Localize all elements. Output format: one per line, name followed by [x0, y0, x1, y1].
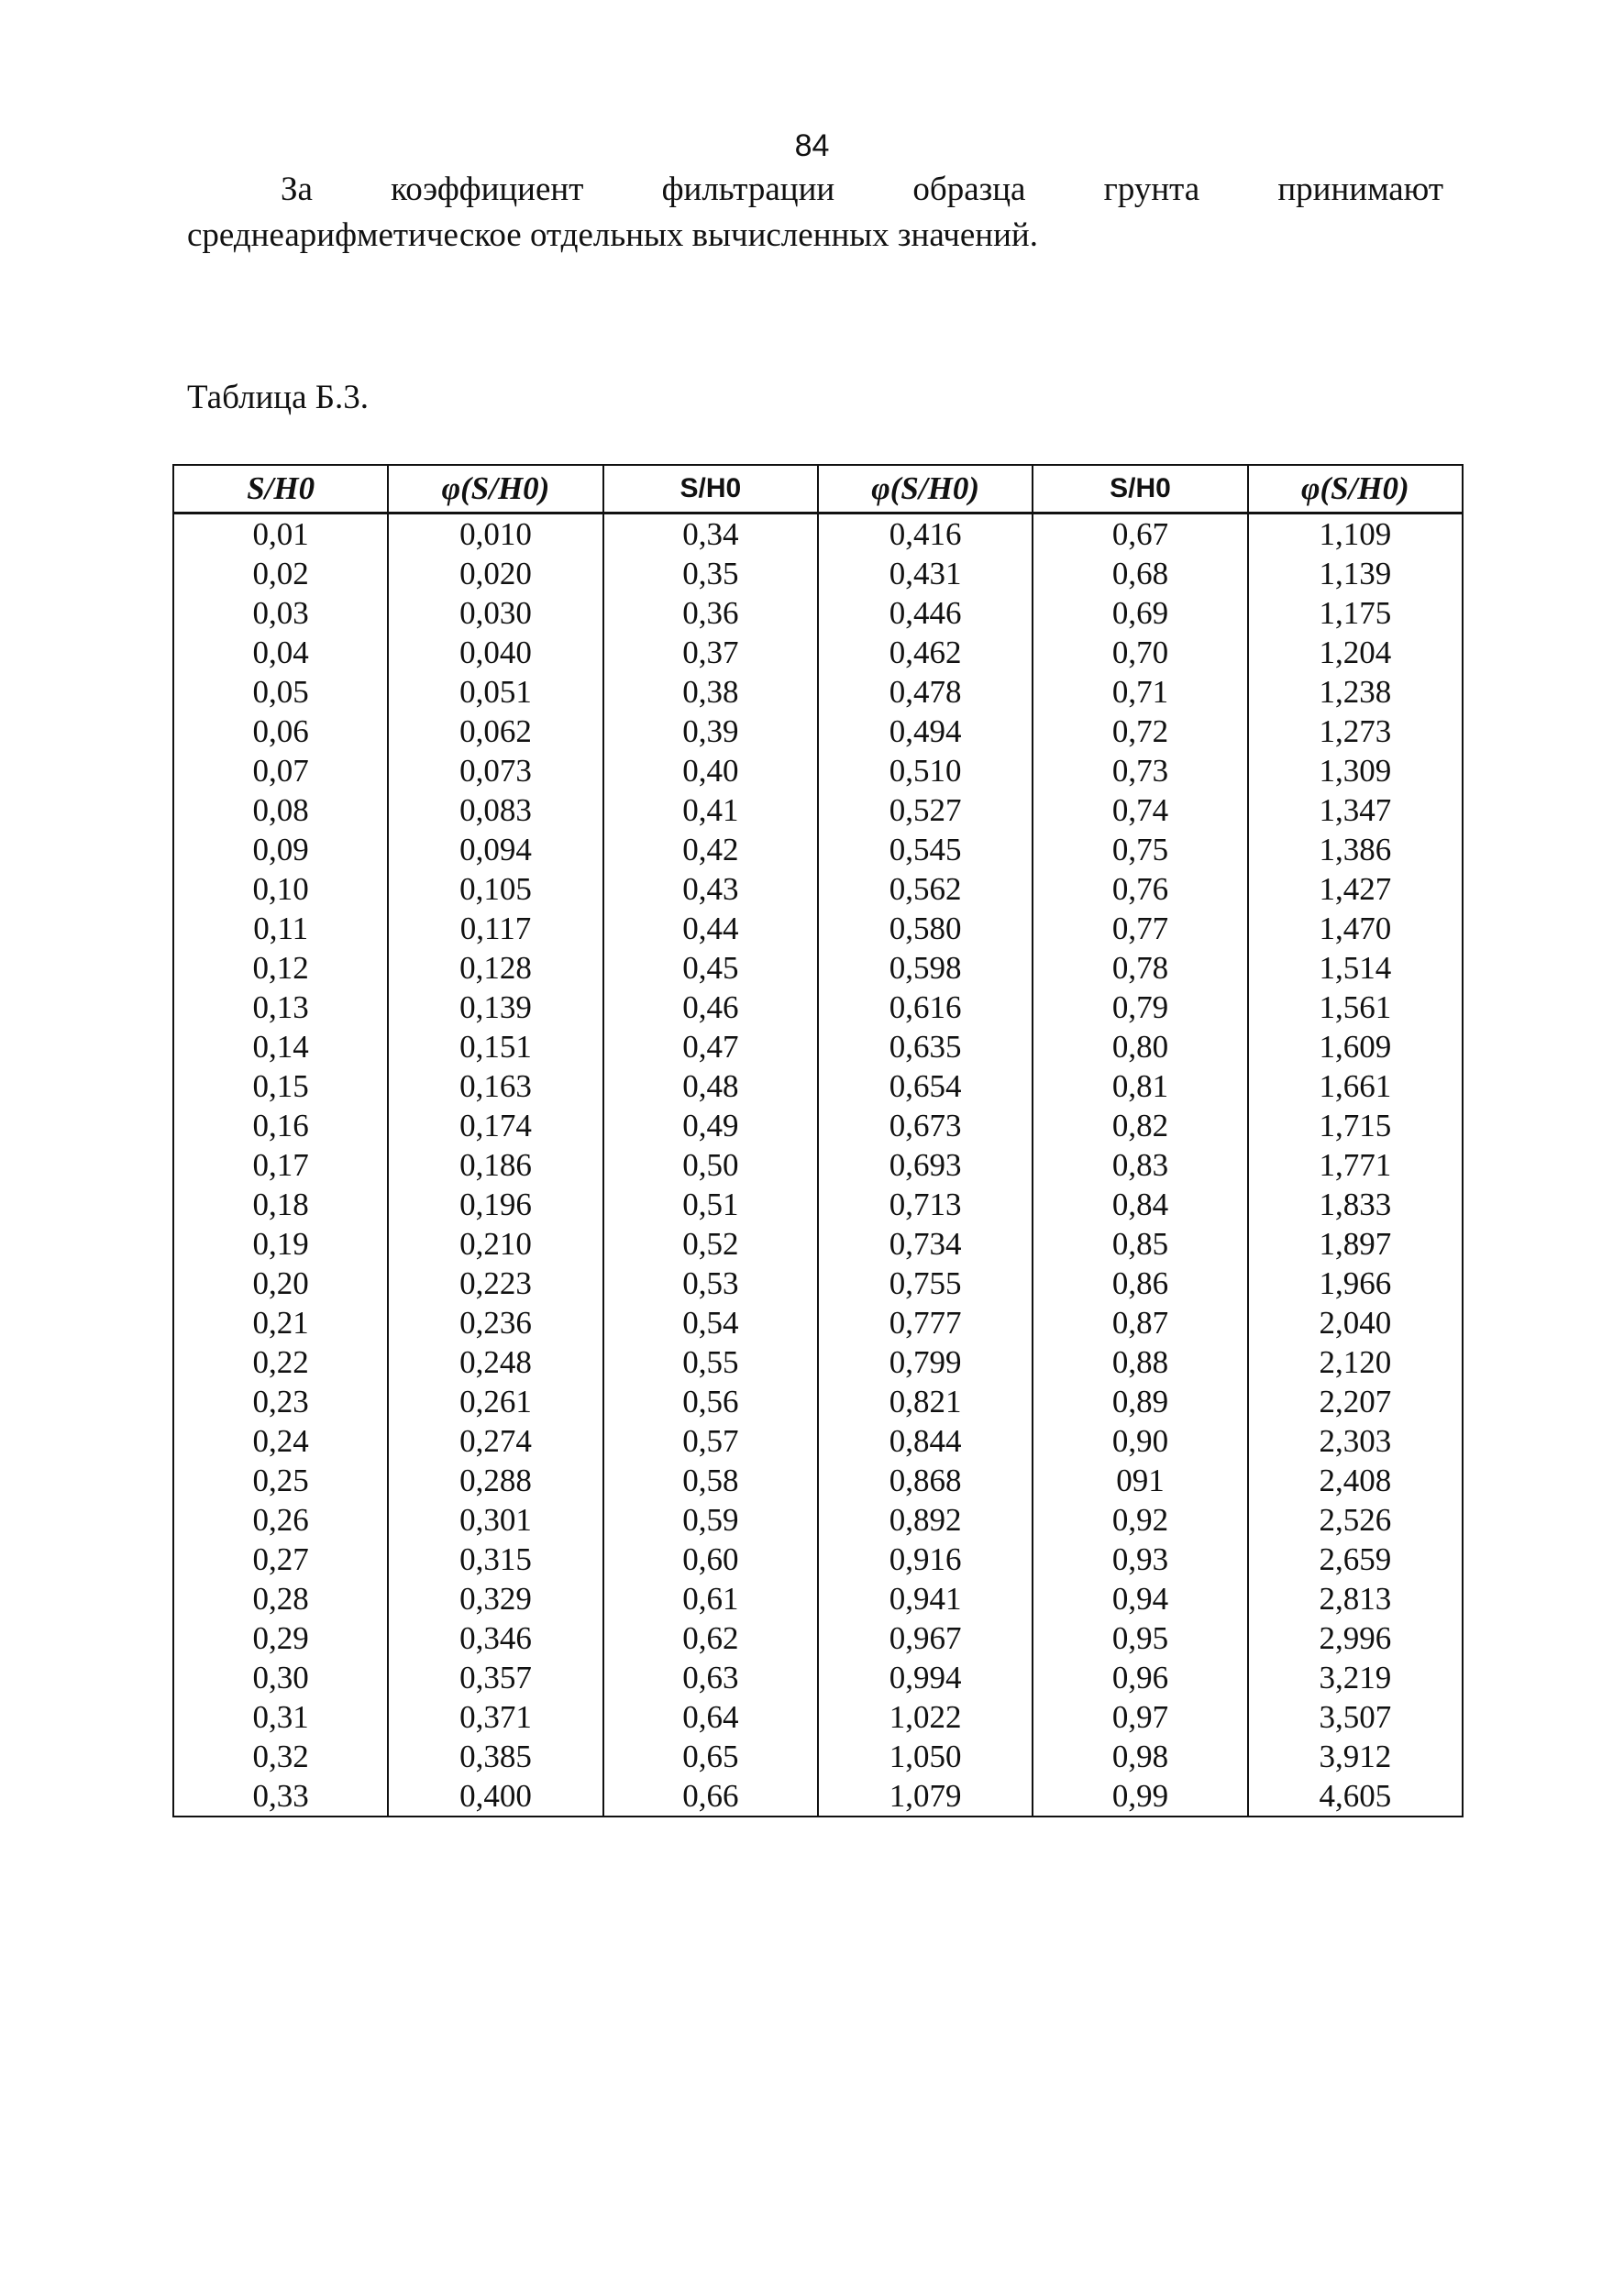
table-cell: 0,50 [603, 1145, 818, 1185]
table-cell: 0,892 [818, 1500, 1033, 1540]
table-cell: 1,561 [1248, 988, 1463, 1027]
table-cell: 3,912 [1248, 1737, 1463, 1776]
table-cell: 0,19 [173, 1224, 388, 1264]
table-cell: 0,30 [173, 1658, 388, 1697]
table-cell: 0,93 [1033, 1540, 1247, 1579]
table-cell: 1,771 [1248, 1145, 1463, 1185]
table-cell: 0,117 [388, 909, 602, 948]
table-cell: 0,186 [388, 1145, 602, 1185]
data-table [172, 464, 1464, 1817]
table-cell: 0,07 [173, 751, 388, 790]
table-cell: 0,431 [818, 554, 1033, 593]
table-row [173, 554, 1463, 593]
table-cell: 0,020 [388, 554, 602, 593]
table-cell: 0,81 [1033, 1066, 1247, 1106]
table-cell: 1,661 [1248, 1066, 1463, 1106]
table-row [173, 1697, 1463, 1737]
table-cell: 0,073 [388, 751, 602, 790]
column-header: φ(S/H0) [1248, 465, 1463, 514]
table-cell: 0,55 [603, 1342, 818, 1382]
table-cell: 0,77 [1033, 909, 1247, 948]
table-row [173, 633, 1463, 672]
table-row [173, 1658, 1463, 1697]
table-cell: 1,966 [1248, 1264, 1463, 1303]
table-cell: 0,967 [818, 1618, 1033, 1658]
table-cell: 0,994 [818, 1658, 1033, 1697]
table-cell: 0,90 [1033, 1421, 1247, 1461]
table-cell: 0,32 [173, 1737, 388, 1776]
table-row [173, 1185, 1463, 1224]
table-row [173, 1461, 1463, 1500]
table-cell: 1,386 [1248, 830, 1463, 869]
table-cell: 0,04 [173, 633, 388, 672]
table-row [173, 830, 1463, 869]
table-row [173, 712, 1463, 751]
table-row [173, 1579, 1463, 1618]
table-cell: 0,47 [603, 1027, 818, 1066]
table-cell: 0,27 [173, 1540, 388, 1579]
table-cell: 0,478 [818, 672, 1033, 712]
table-cell: 0,13 [173, 988, 388, 1027]
table-cell: 1,609 [1248, 1027, 1463, 1066]
table-cell: 0,010 [388, 514, 602, 555]
table-cell: 1,139 [1248, 554, 1463, 593]
table-cell: 0,868 [818, 1461, 1033, 1500]
table-cell: 0,88 [1033, 1342, 1247, 1382]
table-cell: 0,400 [388, 1776, 602, 1817]
table-cell: 0,051 [388, 672, 602, 712]
table-row [173, 1145, 1463, 1185]
table-cell: 0,734 [818, 1224, 1033, 1264]
table-cell: 0,11 [173, 909, 388, 948]
table-cell: 0,580 [818, 909, 1033, 948]
table-cell: 0,713 [818, 1185, 1033, 1224]
table-cell: 0,799 [818, 1342, 1033, 1382]
table-cell: 0,329 [388, 1579, 602, 1618]
table-row [173, 1540, 1463, 1579]
table-cell: 0,510 [818, 751, 1033, 790]
table-cell: 0,37 [603, 633, 818, 672]
table-cell: 0,40 [603, 751, 818, 790]
table-cell: 1,514 [1248, 948, 1463, 988]
table-cell: 0,29 [173, 1618, 388, 1658]
table-cell: 0,39 [603, 712, 818, 751]
table-cell: 3,507 [1248, 1697, 1463, 1737]
paragraph-word: грунта [1103, 171, 1200, 208]
table-cell: 0,02 [173, 554, 388, 593]
table-cell: 0,97 [1033, 1697, 1247, 1737]
column-header: S/H0 [173, 465, 388, 514]
table-cell: 1,050 [818, 1737, 1033, 1776]
table-cell: 0,083 [388, 790, 602, 830]
table-cell: 0,777 [818, 1303, 1033, 1342]
table-header-row [173, 465, 1463, 514]
table-cell: 1,079 [818, 1776, 1033, 1817]
table-cell: 0,71 [1033, 672, 1247, 712]
table-cell: 0,09 [173, 830, 388, 869]
table-cell: 1,309 [1248, 751, 1463, 790]
table-cell: 0,01 [173, 514, 388, 555]
table-cell: 0,03 [173, 593, 388, 633]
table-cell: 0,210 [388, 1224, 602, 1264]
table-cell: 0,301 [388, 1500, 602, 1540]
table-cell: 1,204 [1248, 633, 1463, 672]
table-cell: 2,207 [1248, 1382, 1463, 1421]
table-cell: 0,42 [603, 830, 818, 869]
table-cell: 0,12 [173, 948, 388, 988]
table-cell: 2,303 [1248, 1421, 1463, 1461]
table-cell: 0,10 [173, 869, 388, 909]
table-cell: 0,96 [1033, 1658, 1247, 1697]
table-cell: 0,36 [603, 593, 818, 633]
table-row [173, 672, 1463, 712]
table-cell: 0,67 [1033, 514, 1247, 555]
table-row [173, 1264, 1463, 1303]
table-cell: 1,175 [1248, 593, 1463, 633]
table-cell: 0,446 [818, 593, 1033, 633]
table-cell: 0,545 [818, 830, 1033, 869]
paragraph-word: принимают [1277, 171, 1443, 208]
table-cell: 0,70 [1033, 633, 1247, 672]
table-cell: 091 [1033, 1461, 1247, 1500]
table-cell: 0,062 [388, 712, 602, 751]
table-cell: 1,022 [818, 1697, 1033, 1737]
paragraph-word: коэффициент [391, 171, 584, 208]
table-cell: 0,20 [173, 1264, 388, 1303]
table-cell: 1,897 [1248, 1224, 1463, 1264]
table-cell: 1,427 [1248, 869, 1463, 909]
table-cell: 4,605 [1248, 1776, 1463, 1817]
table-cell: 0,76 [1033, 869, 1247, 909]
table-cell: 2,813 [1248, 1579, 1463, 1618]
paragraph-line-1 [187, 167, 1443, 213]
table-cell: 0,59 [603, 1500, 818, 1540]
table-row [173, 514, 1463, 555]
table-row [173, 593, 1463, 633]
table-cell: 0,357 [388, 1658, 602, 1697]
table-cell: 0,635 [818, 1027, 1033, 1066]
table-cell: 0,094 [388, 830, 602, 869]
table-cell: 0,84 [1033, 1185, 1247, 1224]
table-row [173, 1737, 1463, 1776]
table-cell: 0,68 [1033, 554, 1247, 593]
table-cell: 1,109 [1248, 514, 1463, 555]
table-cell: 0,87 [1033, 1303, 1247, 1342]
table-cell: 1,347 [1248, 790, 1463, 830]
table-cell: 0,22 [173, 1342, 388, 1382]
column-header: φ(S/H0) [818, 465, 1033, 514]
table-cell: 1,273 [1248, 712, 1463, 751]
table-cell: 0,494 [818, 712, 1033, 751]
table-cell: 1,715 [1248, 1106, 1463, 1145]
table-cell: 0,98 [1033, 1737, 1247, 1776]
table-cell: 0,416 [818, 514, 1033, 555]
table-cell: 0,69 [1033, 593, 1247, 633]
table-cell: 0,57 [603, 1421, 818, 1461]
table-row [173, 1066, 1463, 1106]
table-cell: 2,120 [1248, 1342, 1463, 1382]
table-cell: 0,755 [818, 1264, 1033, 1303]
table-row [173, 751, 1463, 790]
table-cell: 2,659 [1248, 1540, 1463, 1579]
paragraph-word: образца [912, 171, 1026, 208]
table-cell: 0,616 [818, 988, 1033, 1027]
table-cell: 0,315 [388, 1540, 602, 1579]
table-cell: 0,562 [818, 869, 1033, 909]
table-row [173, 1342, 1463, 1382]
table-cell: 0,49 [603, 1106, 818, 1145]
intro-paragraph [187, 167, 1443, 259]
table-cell: 0,56 [603, 1382, 818, 1421]
table-caption: Таблица Б.3. [187, 379, 369, 416]
column-header: S/H0 [603, 465, 818, 514]
table-cell: 1,238 [1248, 672, 1463, 712]
table-cell: 0,05 [173, 672, 388, 712]
paragraph-word: фильтрации [661, 171, 835, 208]
table-cell: 0,941 [818, 1579, 1033, 1618]
table-cell: 0,17 [173, 1145, 388, 1185]
table-cell: 1,470 [1248, 909, 1463, 948]
table-cell: 0,151 [388, 1027, 602, 1066]
table-cell: 0,79 [1033, 988, 1247, 1027]
table-cell: 0,35 [603, 554, 818, 593]
table-cell: 0,63 [603, 1658, 818, 1697]
table-cell: 0,16 [173, 1106, 388, 1145]
table-cell: 0,693 [818, 1145, 1033, 1185]
table-cell: 0,274 [388, 1421, 602, 1461]
table-cell: 0,41 [603, 790, 818, 830]
table-cell: 0,030 [388, 593, 602, 633]
table-cell: 0,46 [603, 988, 818, 1027]
table-cell: 1,833 [1248, 1185, 1463, 1224]
table-cell: 0,94 [1033, 1579, 1247, 1618]
table-cell: 0,821 [818, 1382, 1033, 1421]
table-cell: 2,040 [1248, 1303, 1463, 1342]
table-cell: 0,45 [603, 948, 818, 988]
table-cell: 0,62 [603, 1618, 818, 1658]
table-cell: 0,06 [173, 712, 388, 751]
table-cell: 0,73 [1033, 751, 1247, 790]
table-cell: 0,223 [388, 1264, 602, 1303]
table-cell: 0,673 [818, 1106, 1033, 1145]
table-cell: 0,44 [603, 909, 818, 948]
table-cell: 0,80 [1033, 1027, 1247, 1066]
table-row [173, 1421, 1463, 1461]
table-cell: 0,23 [173, 1382, 388, 1421]
table-cell: 0,139 [388, 988, 602, 1027]
table-cell: 0,236 [388, 1303, 602, 1342]
table-cell: 0,261 [388, 1382, 602, 1421]
table-cell: 0,74 [1033, 790, 1247, 830]
table-cell: 0,53 [603, 1264, 818, 1303]
table-cell: 0,78 [1033, 948, 1247, 988]
table-cell: 0,64 [603, 1697, 818, 1737]
table-cell: 0,66 [603, 1776, 818, 1817]
table-cell: 0,26 [173, 1500, 388, 1540]
table-cell: 0,54 [603, 1303, 818, 1342]
table-cell: 0,95 [1033, 1618, 1247, 1658]
table-cell: 0,61 [603, 1579, 818, 1618]
table-cell: 0,65 [603, 1737, 818, 1776]
table-cell: 0,385 [388, 1737, 602, 1776]
table-cell: 0,28 [173, 1579, 388, 1618]
table-cell: 0,24 [173, 1421, 388, 1461]
paragraph-line-2: среднеарифметическое отдельных вычисленных значений. [187, 216, 1038, 254]
table-row [173, 869, 1463, 909]
table-cell: 0,85 [1033, 1224, 1247, 1264]
table-row [173, 948, 1463, 988]
table-cell: 0,105 [388, 869, 602, 909]
table-cell: 0,82 [1033, 1106, 1247, 1145]
table-cell: 0,08 [173, 790, 388, 830]
table-row [173, 1776, 1463, 1817]
table-cell: 0,75 [1033, 830, 1247, 869]
table-cell: 0,844 [818, 1421, 1033, 1461]
table-cell: 0,654 [818, 1066, 1033, 1106]
table-cell: 0,89 [1033, 1382, 1247, 1421]
table-cell: 0,72 [1033, 712, 1247, 751]
table-cell: 0,196 [388, 1185, 602, 1224]
column-header: S/H0 [1033, 465, 1247, 514]
table-cell: 0,86 [1033, 1264, 1247, 1303]
page-number: 84 [794, 128, 830, 163]
table-cell: 0,21 [173, 1303, 388, 1342]
table-cell: 0,92 [1033, 1500, 1247, 1540]
table-cell: 0,462 [818, 633, 1033, 672]
column-header: φ(S/H0) [388, 465, 602, 514]
table-row [173, 1224, 1463, 1264]
table-cell: 0,040 [388, 633, 602, 672]
table-cell: 0,31 [173, 1697, 388, 1737]
table-cell: 0,51 [603, 1185, 818, 1224]
table-cell: 0,15 [173, 1066, 388, 1106]
table-cell: 0,346 [388, 1618, 602, 1658]
table-row [173, 1027, 1463, 1066]
table-cell: 0,128 [388, 948, 602, 988]
table-cell: 0,371 [388, 1697, 602, 1737]
table-cell: 0,43 [603, 869, 818, 909]
table-cell: 0,48 [603, 1066, 818, 1106]
table-cell: 0,163 [388, 1066, 602, 1106]
table-row [173, 1106, 1463, 1145]
table-cell: 0,34 [603, 514, 818, 555]
table-cell: 2,996 [1248, 1618, 1463, 1658]
table-row [173, 1618, 1463, 1658]
table-cell: 0,38 [603, 672, 818, 712]
table-cell: 0,248 [388, 1342, 602, 1382]
table-cell: 0,916 [818, 1540, 1033, 1579]
table-row [173, 790, 1463, 830]
table-cell: 0,598 [818, 948, 1033, 988]
table-cell: 0,14 [173, 1027, 388, 1066]
table-cell: 0,25 [173, 1461, 388, 1500]
table-cell: 0,58 [603, 1461, 818, 1500]
table-cell: 0,288 [388, 1461, 602, 1500]
table-cell: 0,18 [173, 1185, 388, 1224]
table-cell: 0,527 [818, 790, 1033, 830]
table-cell: 2,526 [1248, 1500, 1463, 1540]
table-row [173, 988, 1463, 1027]
table-cell: 0,52 [603, 1224, 818, 1264]
table-row [173, 1500, 1463, 1540]
table-cell: 0,83 [1033, 1145, 1247, 1185]
table-body [173, 514, 1463, 1817]
table-cell: 3,219 [1248, 1658, 1463, 1697]
table-row [173, 909, 1463, 948]
table-cell: 0,174 [388, 1106, 602, 1145]
table-cell: 0,99 [1033, 1776, 1247, 1817]
table-cell: 2,408 [1248, 1461, 1463, 1500]
paragraph-word: За [281, 171, 313, 208]
table-row [173, 1303, 1463, 1342]
table-row [173, 1382, 1463, 1421]
table-cell: 0,33 [173, 1776, 388, 1817]
table-cell: 0,60 [603, 1540, 818, 1579]
